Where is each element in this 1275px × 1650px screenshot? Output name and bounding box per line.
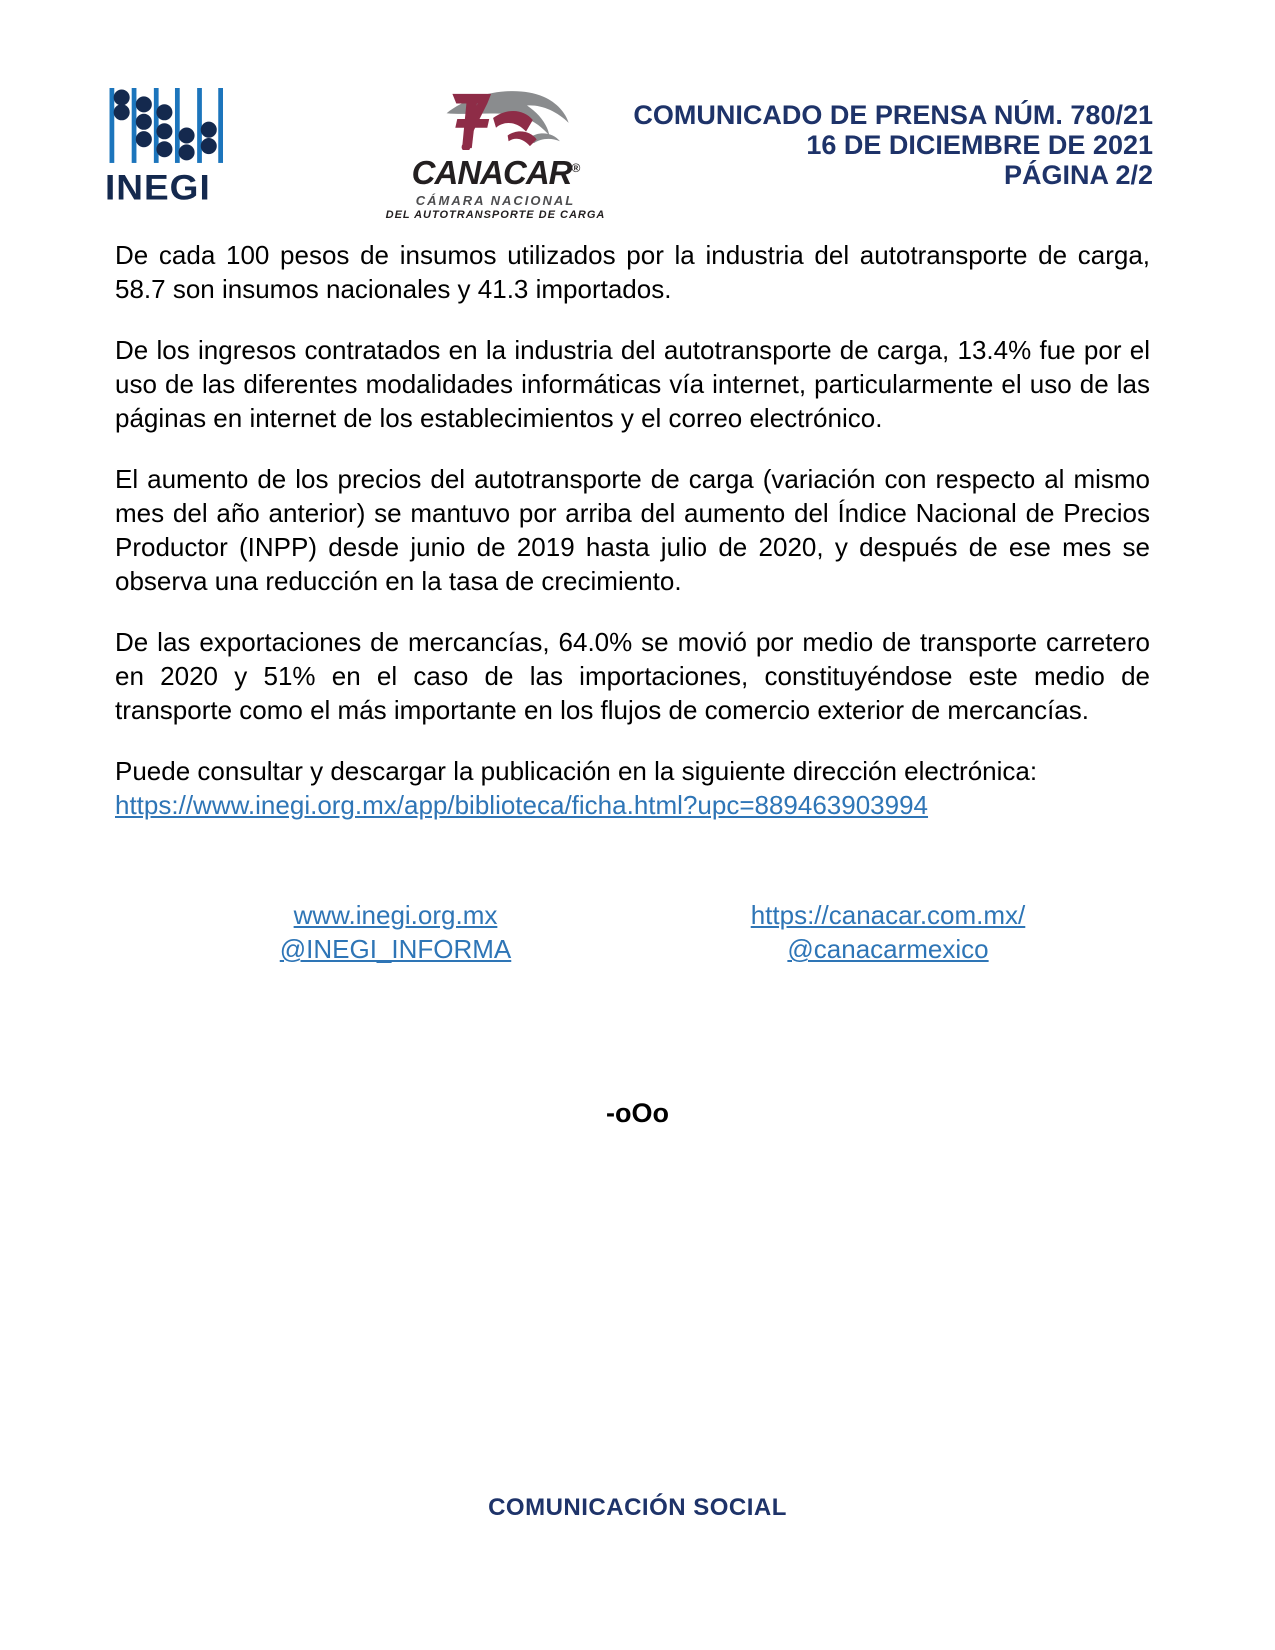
press-release-number: COMUNICADO DE PRENSA NÚM. 780/21 xyxy=(633,100,1153,130)
page-header xyxy=(105,88,1153,221)
inegi-website-link[interactable]: www.inegi.org.mx xyxy=(293,900,498,930)
paragraph-ingresos: De los ingresos contratados en la industria del autotransporte de carga, 13.4% fue por el uso de las diferentes modalidades informáticas vía internet, particularmente el uso de las páginas en internet de los establecimientos y el correo electrónico. xyxy=(115,335,1150,433)
paragraph-insumos: De cada 100 pesos de insumos utilizados por la industria del autotransporte de carga, 58.7 son insumos nacionales y 41.3 importados. xyxy=(115,240,1150,304)
canacar-emblem-icon xyxy=(411,88,581,150)
canacar-subtitle-1: CÁMARA NACIONAL xyxy=(415,193,576,208)
paragraph-precios: El aumento de los precios del autotransporte de carga (variación con respecto al mismo mes del año anterior) se mantuvo por arriba del aumento del Índice Nacional de Precios Productor (INPP) desde junio de 2019 hasta julio de 2020, y después de ese mes se observa una reducción en la tasa de crecimiento. xyxy=(115,464,1150,596)
footer-title: COMUNICACIÓN SOCIAL xyxy=(488,1494,787,1521)
end-separator: -oOo xyxy=(606,1098,669,1128)
inegi-logo xyxy=(105,88,245,205)
paragraph-consulta: Puede consultar y descargar la publicación en la siguiente dirección electrónica: xyxy=(115,756,1038,786)
canacar-links xyxy=(713,898,1063,966)
canacar-twitter-link[interactable]: @canacarmexico xyxy=(787,934,989,964)
canacar-logo xyxy=(383,88,608,221)
paragraph-exportaciones: De las exportaciones de mercancías, 64.0% se movió por medio de transporte carretero en 2020 y 51% en el caso de las importaciones, constituyéndose este medio de transporte como el más importante en los flujos de comercio exterior de mercancías. xyxy=(115,627,1150,725)
inegi-wordmark: INEGI xyxy=(105,168,211,207)
inegi-abacus-icon xyxy=(105,88,227,164)
inegi-twitter-link[interactable]: @INEGI_INFORMA xyxy=(279,934,512,964)
publication-link[interactable]: https://www.inegi.org.mx/app/biblioteca/ficha.html?upc=889463903994 xyxy=(115,790,929,820)
press-release-date: 16 DE DICIEMBRE DE 2021 xyxy=(806,130,1153,160)
document-body xyxy=(115,238,1150,849)
canacar-subtitle-2: DEL AUTOTRANSPORTE DE CARGA xyxy=(385,209,606,221)
canacar-website-link[interactable]: https://canacar.com.mx/ xyxy=(750,900,1026,930)
press-release-heading xyxy=(608,88,1153,190)
contact-links xyxy=(0,898,1275,966)
press-release-page: PÁGINA 2/2 xyxy=(1003,160,1153,190)
canacar-wordmark: CANACAR® xyxy=(411,154,580,191)
inegi-links xyxy=(238,898,553,966)
registered-mark: ® xyxy=(571,161,580,175)
